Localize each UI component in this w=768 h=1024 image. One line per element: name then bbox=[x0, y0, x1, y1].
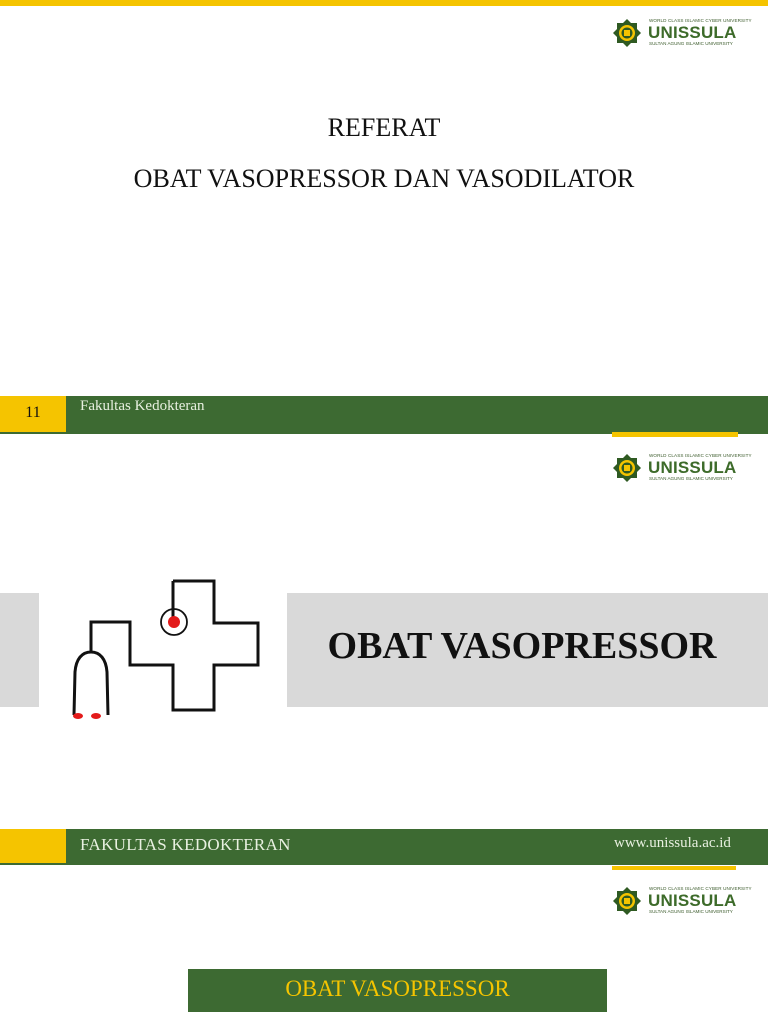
logo-tagline-top: WORLD CLASS ISLAMIC CYBER UNIVERSITY bbox=[649, 18, 752, 23]
top-accent-bar bbox=[0, 0, 768, 6]
unissula-logo bbox=[612, 453, 752, 485]
slide-1 bbox=[0, 0, 768, 437]
logo-brand: UNISSULA bbox=[648, 23, 737, 42]
unissula-logo bbox=[612, 18, 752, 50]
university-emblem-icon bbox=[612, 18, 642, 48]
logo-tagline-top: WORLD CLASS ISLAMIC CYBER UNIVERSITY bbox=[649, 453, 752, 458]
university-emblem-icon bbox=[612, 886, 642, 916]
logo-tagline-bottom: SULTAN AGUNG ISLAMIC UNIVERSITY bbox=[649, 909, 733, 914]
slide-2-title: OBAT VASOPRESSOR bbox=[327, 625, 717, 667]
slide-1-title-line-2: OBAT VASOPRESSOR DAN VASODILATOR bbox=[133, 164, 635, 193]
slide-2-footer-line bbox=[0, 863, 768, 865]
logo-brand: UNISSULA bbox=[648, 458, 737, 477]
page-number: 11 bbox=[25, 404, 41, 421]
logo-tagline-top: WORLD CLASS ISLAMIC CYBER UNIVERSITY bbox=[649, 886, 752, 891]
logo-tagline-bottom: SULTAN AGUNG ISLAMIC UNIVERSITY bbox=[649, 41, 733, 46]
slide-2-faculty-label: FAKULTAS KEDOKTERAN bbox=[80, 835, 291, 854]
slide-2 bbox=[0, 437, 768, 870]
university-emblem-icon bbox=[612, 453, 642, 483]
medical-cross-stethoscope-icon bbox=[66, 577, 262, 727]
unissula-logo bbox=[612, 886, 752, 918]
slide-1-faculty-label: Fakultas Kedokteran bbox=[80, 398, 205, 414]
slide-1-title-line-1: REFERAT bbox=[327, 113, 441, 142]
website-link[interactable]: www.unissula.ac.id bbox=[614, 835, 731, 851]
slide-3-title: OBAT VASOPRESSOR bbox=[285, 976, 510, 1001]
logo-brand: UNISSULA bbox=[648, 891, 737, 910]
slide-3 bbox=[0, 870, 768, 1024]
logo-tagline-bottom: SULTAN AGUNG ISLAMIC UNIVERSITY bbox=[649, 476, 733, 481]
left-gray-block bbox=[0, 593, 39, 707]
slide-2-yellow-box bbox=[0, 829, 66, 863]
